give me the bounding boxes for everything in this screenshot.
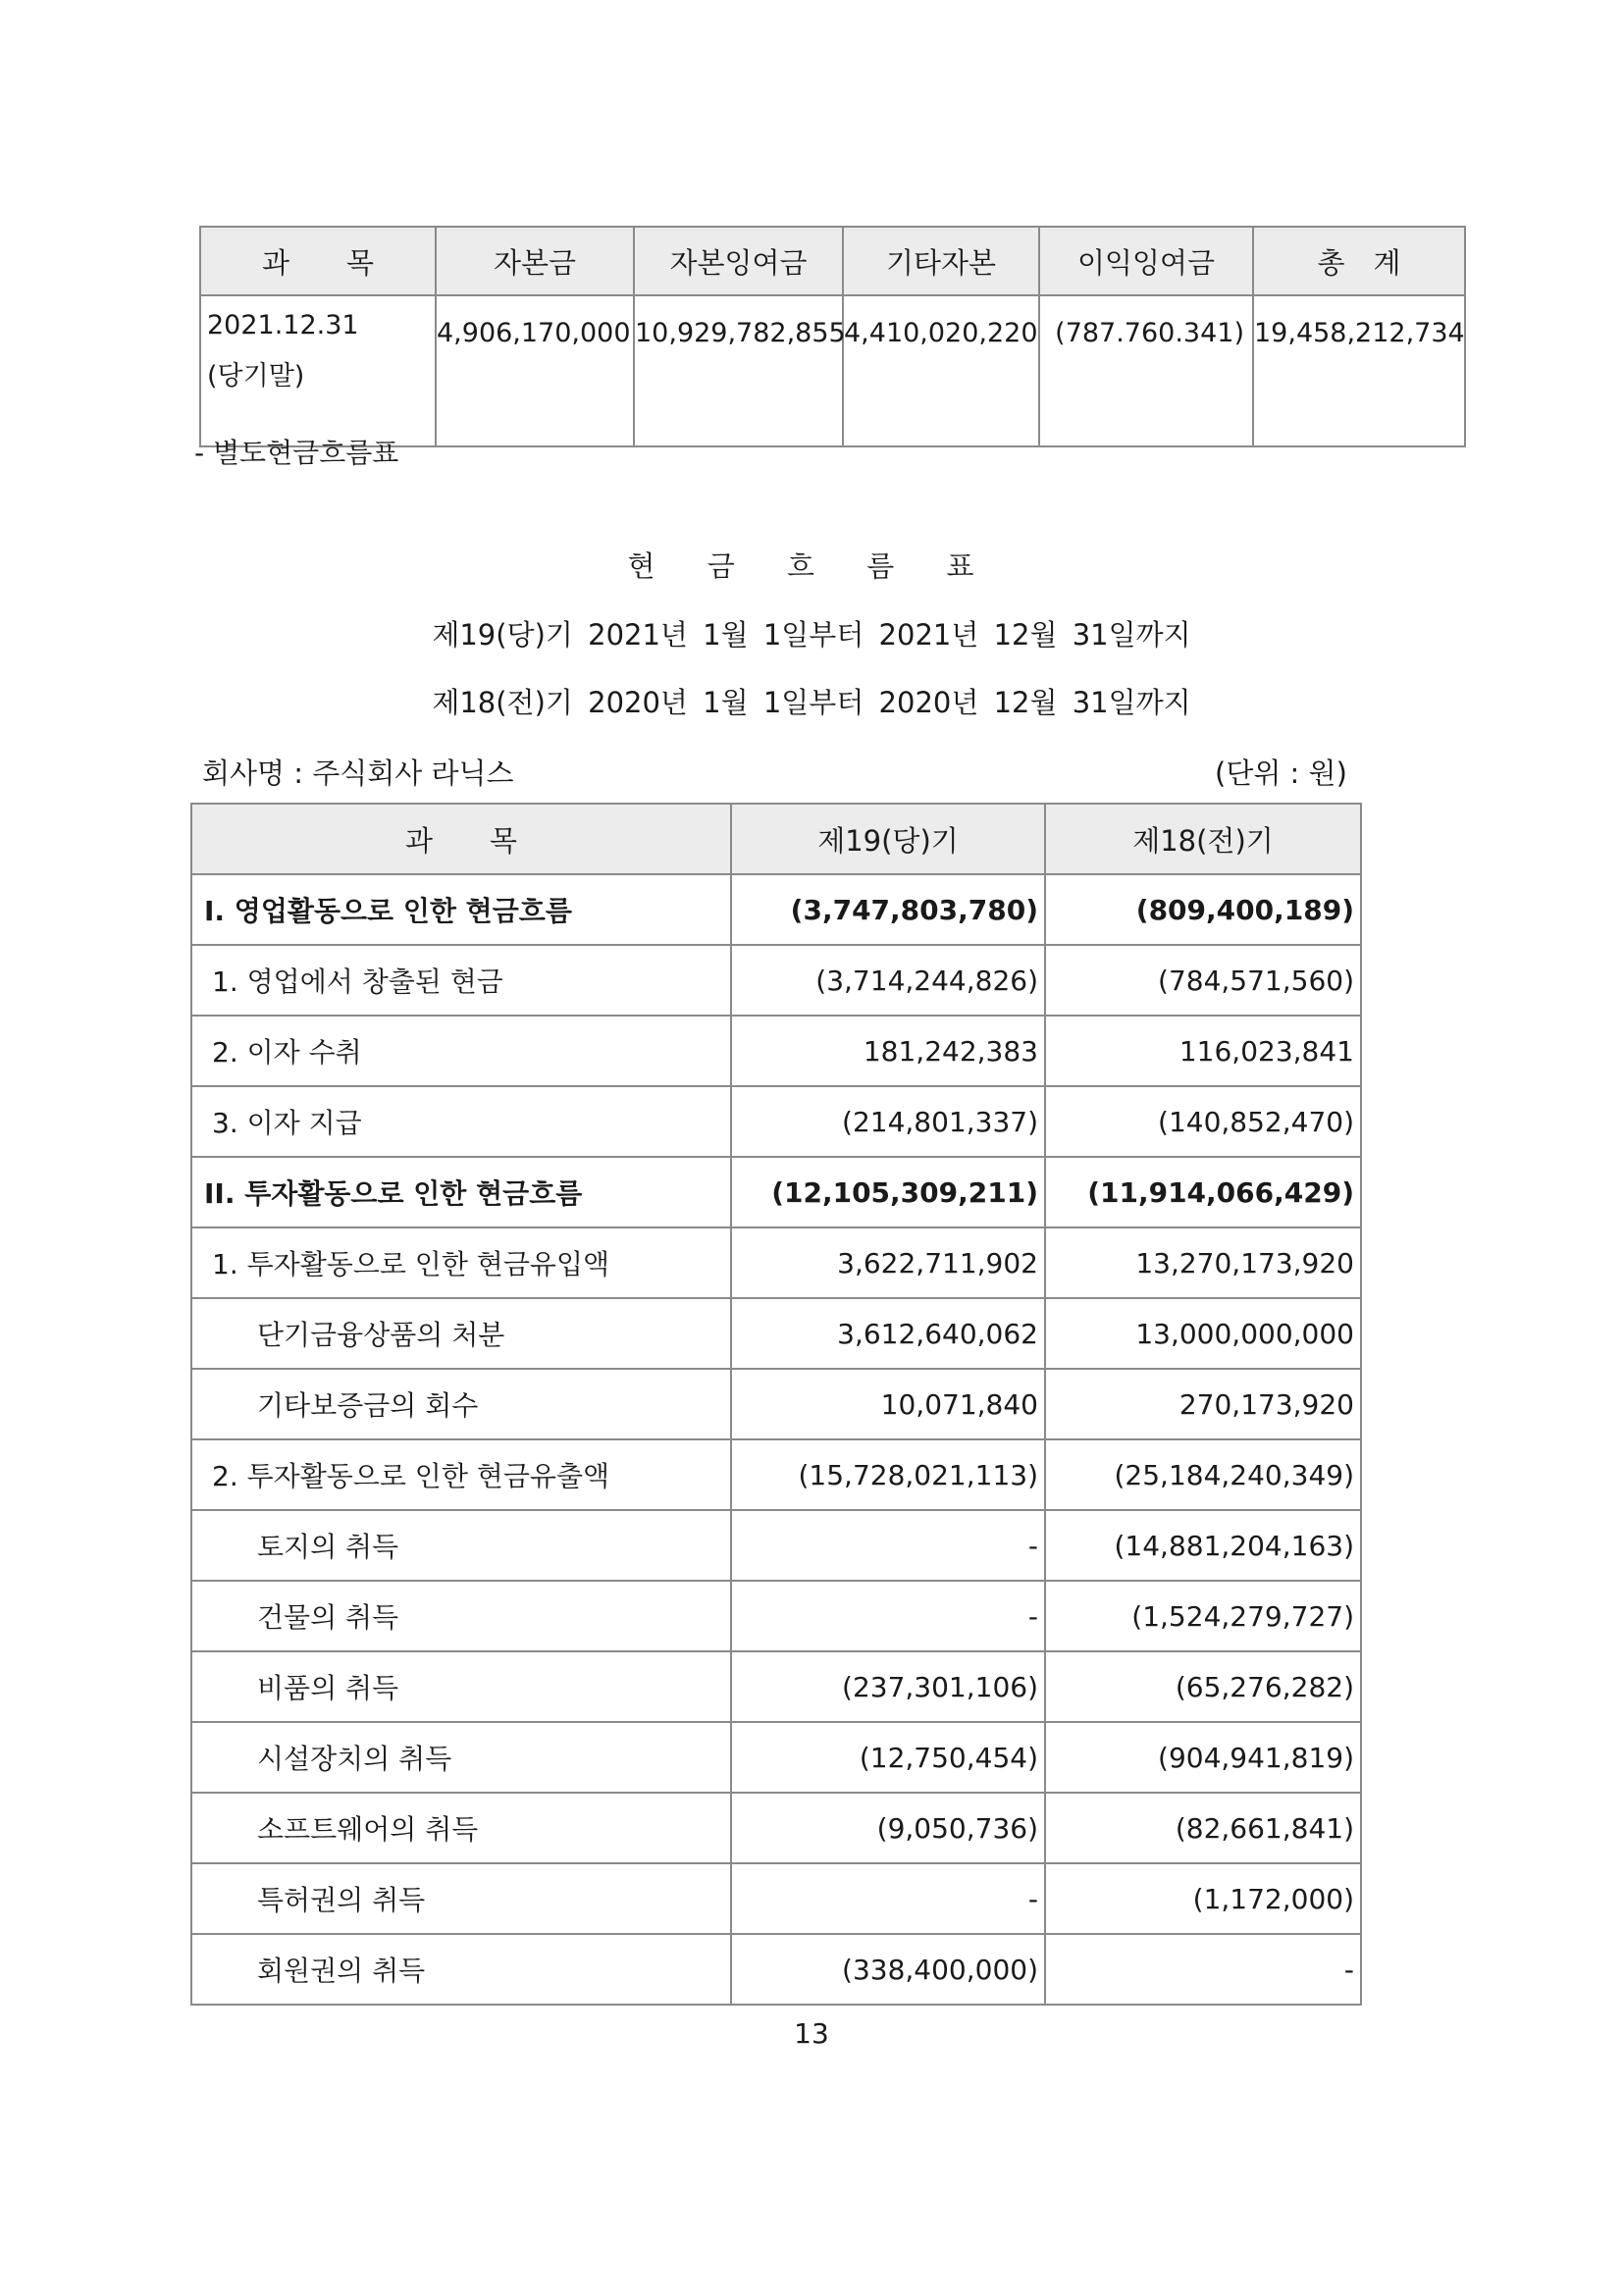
row-current: (3,747,803,780) [731,874,1045,945]
equity-header-retained-earnings: 이익잉여금 [1039,227,1253,295]
row-prior: 270,173,920 [1045,1369,1361,1439]
table-row [191,1722,1361,1793]
table-row [191,1369,1361,1439]
equity-other-capital-value: 4,410,020,220 [843,295,1039,446]
row-current: (338,400,000) [731,1934,1045,2005]
document-title: 현 금 흐 름 표 [627,549,996,583]
row-prior: (1,172,000) [1045,1863,1361,1934]
row-prior: 13,270,173,920 [1045,1227,1361,1298]
table-row [191,1510,1361,1581]
row-label: II. 투자활동으로 인한 현금흐름 [191,1157,731,1227]
row-label: 3. 이자 지급 [191,1086,731,1157]
table-row [191,1298,1361,1369]
equity-row-date: 2021.12.31 [207,310,359,340]
row-prior: (784,571,560) [1045,945,1361,1016]
row-label: 2. 투자활동으로 인한 현금유출액 [191,1439,731,1510]
row-current: 3,622,711,902 [731,1227,1045,1298]
row-label: I. 영업활동으로 인한 현금흐름 [191,874,731,945]
row-prior: (82,661,841) [1045,1793,1361,1863]
row-current: (9,050,736) [731,1793,1045,1863]
row-label: 비품의 취득 [191,1651,731,1722]
table-row [191,874,1361,945]
table-row [191,1934,1361,2005]
unit-label: (단위 : 원) [1215,757,1347,790]
equity-header-capital: 자본금 [436,227,634,295]
row-prior: (14,881,204,163) [1045,1510,1361,1581]
row-prior: 13,000,000,000 [1045,1298,1361,1369]
cashflow-header-current: 제19(당)기 [731,804,1045,874]
row-current: (3,714,244,826) [731,945,1045,1016]
table-row [191,1581,1361,1651]
page-number: 13 [794,2017,829,2050]
row-label: 건물의 취득 [191,1581,731,1651]
row-label: 시설장치의 취득 [191,1722,731,1793]
table-row [191,1651,1361,1722]
row-current: 3,612,640,062 [731,1298,1045,1369]
equity-row [200,295,1465,446]
equity-header-row [200,227,1465,295]
row-prior: (140,852,470) [1045,1086,1361,1157]
row-current: 10,071,840 [731,1369,1045,1439]
table-row [191,1793,1361,1863]
equity-capital-value: 4,906,170,000 [436,295,634,446]
row-current: (237,301,106) [731,1651,1045,1722]
table-row [191,1439,1361,1510]
row-current: - [731,1510,1045,1581]
period-current: 제19(당)기 2021년 1월 1일부터 2021년 12월 31일까지 [432,618,1191,652]
equity-row-date-cell [200,295,436,446]
row-current: - [731,1863,1045,1934]
equity-total-value: 19,458,212,734 [1253,295,1465,446]
row-label: 기타보증금의 회수 [191,1369,731,1439]
company-name: 회사명 : 주식회사 라닉스 [202,757,514,790]
table-row [191,1227,1361,1298]
equity-row-period: (당기말) [207,361,305,391]
section-note: - 별도현금흐름표 [194,437,399,469]
row-label: 토지의 취득 [191,1510,731,1581]
row-current: (12,750,454) [731,1722,1045,1793]
table-row [191,945,1361,1016]
cashflow-header-row [191,804,1361,874]
cashflow-header-prior: 제18(전)기 [1045,804,1361,874]
table-row [191,1863,1361,1934]
row-prior: - [1045,1934,1361,2005]
row-label: 1. 투자활동으로 인한 현금유입액 [191,1227,731,1298]
row-prior: (904,941,819) [1045,1722,1361,1793]
cashflow-table [190,803,1362,2006]
row-current: - [731,1581,1045,1651]
equity-header-other-capital: 기타자본 [843,227,1039,295]
row-label: 회원권의 취득 [191,1934,731,2005]
row-current: (214,801,337) [731,1086,1045,1157]
row-prior: 116,023,841 [1045,1016,1361,1086]
equity-capital-surplus-value: 10,929,782,855 [634,295,843,446]
row-prior: (1,524,279,727) [1045,1581,1361,1651]
row-prior: (11,914,066,429) [1045,1157,1361,1227]
table-row [191,1016,1361,1086]
equity-header-item: 과 목 [200,227,436,295]
row-prior: (25,184,240,349) [1045,1439,1361,1510]
row-label: 소프트웨어의 취득 [191,1793,731,1863]
row-label: 특허권의 취득 [191,1863,731,1934]
row-current: (15,728,021,113) [731,1439,1045,1510]
row-label: 2. 이자 수취 [191,1016,731,1086]
period-prior: 제18(전)기 2020년 1월 1일부터 2020년 12월 31일까지 [432,686,1191,719]
row-current: 181,242,383 [731,1016,1045,1086]
row-label: 1. 영업에서 창출된 현금 [191,945,731,1016]
row-prior: (65,276,282) [1045,1651,1361,1722]
equity-table [199,226,1466,447]
row-current: (12,105,309,211) [731,1157,1045,1227]
equity-header-total: 총 계 [1253,227,1465,295]
equity-retained-earnings-value: (787.760.341) [1039,295,1253,446]
table-row [191,1157,1361,1227]
cashflow-header-item: 과 목 [191,804,731,874]
row-label: 단기금융상품의 처분 [191,1298,731,1369]
equity-header-capital-surplus: 자본잉여금 [634,227,843,295]
table-row [191,1086,1361,1157]
row-prior: (809,400,189) [1045,874,1361,945]
